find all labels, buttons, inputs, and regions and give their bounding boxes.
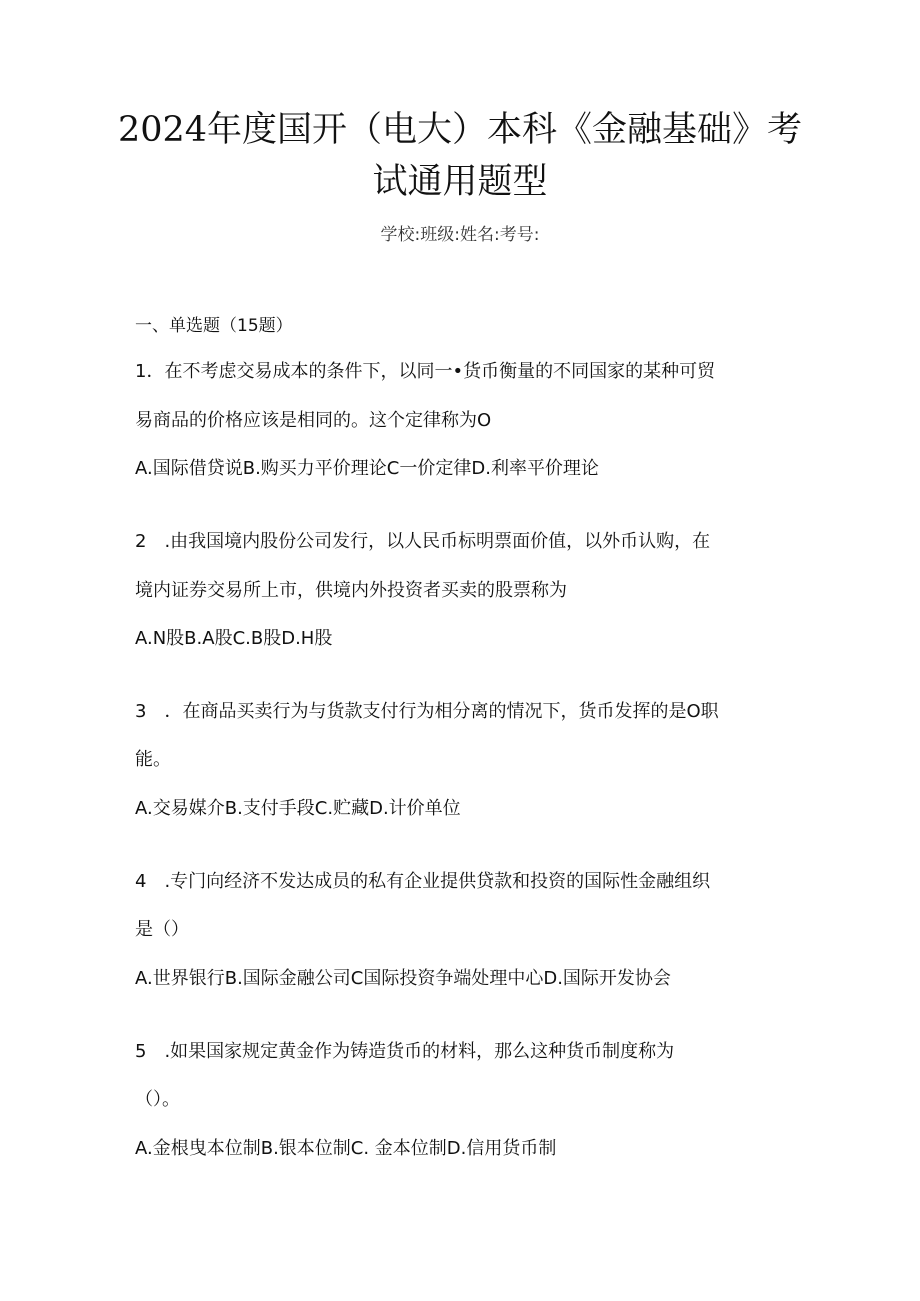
- question-2-line-1: 2 .由我国境内股份公司发行，以人民币标明票面价值，以外币认购，在: [135, 531, 711, 552]
- question-5-line-2: （）。: [135, 1089, 180, 1110]
- question-1-options: A.国际借贷说B.购买力平价理论C一价定律D.利率平价理论: [135, 458, 599, 479]
- section-heading: 一、单选题（15题）: [135, 316, 293, 336]
- student-info-line: 学校:班级:姓名:考号:: [380, 225, 540, 245]
- question-4-line-2: 是（）: [135, 919, 189, 940]
- question-2-options: A.N股B.A股C.B股D.H股: [135, 628, 333, 649]
- question-3-line-1: 3 ．在商品买卖行为与货款支付行为相分离的情况下，货币发挥的是O职: [135, 701, 719, 722]
- question-5-options: A.金根曳本位制B.银本位制C. 金本位制D.信用货币制: [135, 1138, 557, 1159]
- question-2-line-2: 境内证券交易所上市，供境内外投资者买卖的股票称为: [135, 580, 567, 601]
- question-4-line-1: 4 .专门向经济不发达成员的私有企业提供贷款和投资的国际性金融组织: [135, 871, 711, 892]
- doc-title-line-2: 试通用题型: [372, 162, 548, 202]
- question-1-line-1: 1．在不考虑交易成本的条件下，以同一•货币衡量的不同国家的某种可贸: [135, 361, 716, 382]
- question-3-line-2: 能。: [135, 749, 171, 770]
- question-3-options: A.交易媒介B.支付手段C.贮藏D.计价单位: [135, 798, 461, 819]
- doc-title-line-1: 2024年度国开（电大）本科《金融基础》考: [117, 110, 803, 150]
- question-5-line-1: 5 .如果国家规定黄金作为铸造货币的材料，那么这种货币制度称为: [135, 1041, 675, 1062]
- question-4-options: A.世界银行B.国际金融公司C国际投资争端处理中心D.国际开发协会: [135, 968, 671, 989]
- question-1-line-2: 易商品的价格应该是相同的。这个定律称为O: [135, 410, 492, 431]
